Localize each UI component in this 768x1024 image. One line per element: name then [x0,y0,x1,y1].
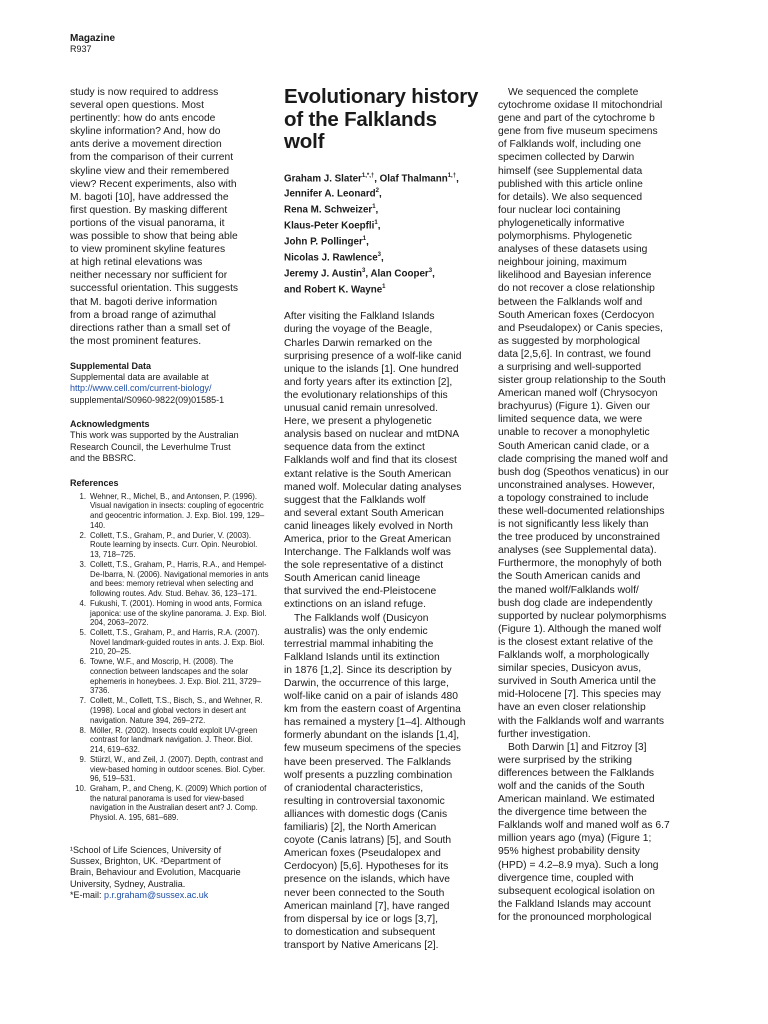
author-name: Rena M. Schweizer [284,204,373,216]
author-line [284,281,484,297]
text-line: analyses (see Supplemental data). [498,545,657,557]
reference-text: Collett, T.S., Graham, P., and Durier, V. (2003). Route learning by insects. Curr. Opin. Neurobiol. 13, 718–725. [90,530,258,559]
text-line: the evolutionary relationships of this [284,389,448,401]
text-line: sequence data from the extinct [284,442,425,454]
reference-text: Stürzl, W., and Zeil, J. (2007). Depth, contrast and view-based homing in outdoor scenes. Biol. Cyber. 96, 519–531. [90,754,266,784]
text-line: analysis based on nuclear and mtDNA [284,429,460,441]
author-line [284,265,484,281]
acknowledgments-line: This work was supported by the Australian [70,430,239,441]
author-list [284,170,484,297]
text-line: between the Falklands wolf and [498,296,643,308]
text-line: wolf-like canid on a pair of islands 480 [284,691,459,703]
text-line: analyses of these datasets using [498,244,648,256]
text-line: extinctions on an island refuge. [284,599,426,611]
text-line: surprising presence of a wolf-like canid [284,350,462,362]
text-line: data [2,5,6]. In contrast, we found [498,348,651,360]
text-line: differences between the Falklands [498,767,655,779]
text-line: coyote (Canis latrans) [5], and South [284,835,452,847]
text-line: cytochrome oxidase II mitochondrial [498,100,663,112]
text-line: similar species, Dusicyon avus, [498,663,642,675]
column-left [70,86,270,902]
author-affiliation-mark: 3 [377,251,382,258]
text-line: (HPD) = 4.2–8.9 mya). Such a long [498,859,659,871]
text-line: and Pseudalopex) or Canis species, [498,322,663,334]
text-line: M. bagoti [10], have addressed the [70,191,229,203]
reference-text: Wehner, R., Michel, B., and Antonsen, P. (1996). Visual navigation in insects: coupling of egocentric and geocentric information. J. Exp. Biol. 199, 129–140. [90,491,265,530]
reference-number: 3. [79,560,86,570]
text-line: directions rather than a small set of [70,322,231,334]
text-line: in 1876 [1,2]. Since its description by [284,664,452,676]
reference-item [70,657,270,695]
text-line: the divergence time between the [498,807,647,819]
text-line: of craniodental characteristics, [284,782,424,794]
author-name: Klaus-Peter Koepfli [284,220,375,232]
reference-text: Towne, W.F., and Moscrip, H. (2008). The connection between landscapes and the solar ephemeris in honeybees. J. Exp. Biol. 211, 3729–3736. [90,657,262,696]
running-header [70,34,115,54]
reference-item [70,755,270,784]
text-line: the Falkland Islands may account [498,898,651,910]
reference-number: 2. [79,530,86,540]
reference-number: 7. [79,696,86,706]
text-line: American foxes (Pseudalopex and [284,848,441,860]
reference-text: Collett, T.S., Graham, P., Harris, R.A., and Hempel-De-Ibarra, N. (2006). Navigational memories in ants and bees: memory retrieval when selecting and following routes. Adv. Stud. Behav. 36, 123–171. [90,560,269,598]
text-line: million years ago (mya) (Figure 1; [498,833,652,845]
author-name: , Alan Cooper [365,267,429,279]
text-line: neighbour joining, maximum [498,257,627,269]
article-body-continued [498,86,698,924]
reference-text: Fukushi, T. (2001). Homing in wood ants, Formica japonica: use of the skyline panorama. J. Exp. Biol. 204, 2063–2072. [90,598,267,628]
text-line: with the Falklands wolf and warrants [498,715,664,727]
author-name: , Olaf Thalmann [374,172,448,184]
reference-text: Graham, P., and Cheng, K. (2009) Which portion of the natural panorama is used for view-based navigation in the Australian desert ant? J. Comp. Physiol. A. 195, 681–689. [90,784,267,822]
page-number: R937 [70,44,92,54]
text-line: sister group relationship to the South [498,375,666,387]
text-line: clade comprising the maned wolf and [498,453,668,465]
text-line: wolf and the canids of the South [498,780,645,792]
text-line: familiaris) [2], the North American [284,822,437,834]
affiliation-line: Sussex, Brighton, UK. ²Department of [70,855,221,866]
title-line: wolf [284,130,325,153]
supplemental-text: Supplemental data are available at [70,371,209,382]
text-line: from the comparison of their current [70,152,234,164]
affiliation-line: ¹School of Life Sciences, University of [70,844,222,855]
author-name: , [456,172,459,184]
author-affiliation-mark: 1,*,† [361,172,375,179]
reference-number: 4. [79,598,86,608]
text-line: Cerdocyon) [5,6]. Hypotheses for its [284,861,449,873]
text-line: Falklands wolf and maned wolf as 6.7 [498,820,670,832]
text-line: Falklands wolf, a morphologically [498,650,650,662]
text-line: polymorphisms. Phylogenetic [498,231,632,243]
reference-item [70,696,270,725]
supplemental-heading: Supplemental Data [70,360,152,371]
text-line: unable to recover a monophyletic [498,427,650,439]
text-line: and forty years after its extinction [2], [284,376,453,388]
text-line: likelihood and Bayesian inference [498,270,652,282]
title-line: Evolutionary history [284,85,479,108]
text-line: a surprising and well-supported [498,361,642,373]
text-line: unique to the islands [1]. One hundred [284,363,459,375]
text-line: South American foxes (Cerdocyon [498,309,655,321]
text-line: skyline view and their remembered [70,165,230,177]
text-line: of Falklands wolf, including one [498,139,642,151]
text-line: After visiting the Falkland Islands [284,311,435,323]
email-link[interactable]: p.r.graham@sussex.ac.uk [104,890,209,901]
references-heading: References [70,477,119,488]
text-line: subsequent ecological isolation on [498,885,655,897]
author-name: , [378,188,382,200]
reference-number: 6. [79,657,86,667]
text-line: American mainland [7], have ranged [284,900,450,912]
reference-item [70,726,270,755]
text-line: wolf presents a puzzling combination [284,769,453,781]
reference-item [70,492,270,530]
author-affiliation-mark: 1 [362,235,367,242]
section-label: Magazine [70,33,116,44]
text-line: have an even closer relationship [498,702,646,714]
text-line: several open questions. Most [70,100,204,112]
author-name: , [377,220,381,232]
text-line: the tree produced by unconstrained [498,532,661,544]
text-line: presence on the islands, which have [284,874,450,886]
text-line: America, prior to the Great American [284,533,452,545]
reference-text: Collett, M., Collett, T.S., Bisch, S., and Wehner, R. (1998). Local and global vectors in desert ant navigation. Nature 394, 269–272. [90,696,263,725]
text-line: that survived the end-Pleistocene [284,586,437,598]
text-line: from dispersal by ice or logs [3,7], [284,913,438,925]
text-line: The Falklands wolf (Dusicyon [294,612,429,624]
email-line [70,890,270,901]
text-line: first question. By masking different [70,204,228,216]
text-line: bush dog clade are independently [498,597,653,609]
text-line: gene and part of the cytochrome b [498,113,655,125]
body-text [70,86,270,348]
author-affiliation-mark: 1 [382,283,386,290]
article-title [284,86,484,154]
acknowledgments-line: Research Council, the Leverhulme Trust [70,441,231,452]
text-line: brachyurus) (Figure 1). Given our [498,401,651,413]
text-line: formerly abundant on the islands [1,4], [284,730,460,742]
text-line: gene from five museum specimens [498,126,658,138]
affiliations [70,845,270,902]
text-line: South American canid lineage [284,573,421,585]
text-line: published with this article online [498,178,643,190]
text-line: 95% highest probability density [498,846,640,858]
reference-text: Collett, T.S., Graham, P., and Harris, R.A. (2007). Novel landmark-guided routes in ants. J. Exp. Biol. 210, 20–25. [90,628,265,657]
text-line: extant relative is the South American [284,468,452,480]
text-line: as suggested by morphological [498,335,640,347]
author-line [284,201,484,217]
text-line: do not recover a close relationship [498,283,655,295]
text-line: unusual canid remain unresolved. [284,403,438,415]
reference-number: 10. [75,784,86,794]
text-line: Falklands wolf and find that its closest [284,455,457,467]
author-affiliation-mark: 1 [372,204,376,211]
author-name: , [381,252,384,264]
author-affiliation-mark: 3 [428,267,433,274]
supplemental-link[interactable]: http://www.cell.com/current-biology/ [70,383,212,394]
text-line: himself (see Supplemental data [498,165,643,177]
text-line: to view prominent skyline features [70,244,226,256]
column-middle [284,86,484,952]
text-line: pertinently: how do ants encode [70,113,216,125]
reference-number: 8. [79,725,86,735]
text-line: mid-Holocene [7]. This species may [498,689,661,701]
text-line: portions of the visual panorama, it [70,217,225,229]
acknowledgments-text [70,430,270,465]
reference-number: 5. [79,628,86,638]
text-line: Interchange. The Falklands wolf was [284,547,451,559]
reference-item [70,599,270,628]
text-line: has remained a mystery [1–4]. Although [284,717,466,729]
reference-text: Möller, R. (2002). Insects could exploit UV-green contrast for landmark navigation. J. Theor. Biol. 214, 619–632. [90,725,258,754]
text-line: to domestication and subsequent [284,926,436,938]
text-line: maned wolf. Molecular dating analyses [284,481,462,493]
reference-number: 9. [79,754,86,764]
text-line: Here, we present a phylogenetic [284,416,432,428]
author-name: Graham J. Slater [284,172,362,184]
text-line: South American canid clade, or a [498,440,650,452]
text-line: canid lineages likely evolved in North [284,520,453,532]
text-line: resulting in controversial taxonomic [284,795,445,807]
text-line: supported by nuclear polymorphisms [498,610,667,622]
text-line: were surprised by the striking [498,754,632,766]
text-line: for the pronounced morphological [498,911,652,923]
text-line: (Figure 1). Although the maned wolf [498,623,662,635]
text-line: that M. bagoti derive information [70,296,218,308]
reference-item [70,784,270,822]
acknowledgments-line: and the BBSRC. [70,453,137,464]
author-name: Jennifer A. Leonard [284,188,376,200]
author-affiliation-mark: 1 [374,220,378,227]
text-line: further investigation. [498,728,591,740]
text-line: four nuclear loci containing [498,204,621,216]
text-line: American maned wolf (Chrysocyon [498,388,658,400]
text-line: survived in South America until the [498,676,656,688]
supplemental-link-cont: supplemental/S0960-9822(09)01585-1 [70,394,225,405]
text-line: phylogenetically informative [498,217,625,229]
author-name: Nicolas J. Rawlence [284,252,378,264]
text-line: Both Darwin [1] and Fitzroy [3] [508,741,647,753]
text-line: few museum specimens of the species [284,743,461,755]
author-affiliation-mark: 3 [362,267,366,274]
text-line: was possible to show that being able [70,231,238,243]
text-line: successful orientation. This suggests [70,283,239,295]
text-line: never been connected to the South [284,887,445,899]
acknowledgments-heading: Acknowledgments [70,419,150,430]
text-line: alliances with domestic dogs (Canis [284,808,448,820]
text-line: is not significantly less likely than [498,519,649,531]
author-line [284,249,484,265]
reference-number: 1. [79,491,86,501]
text-line: australis) was the only endemic [284,625,428,637]
text-line: the sole representative of a distinct [284,560,444,572]
text-line: suggest that the Falklands wolf [284,494,426,506]
text-line: a topology constrained to include [498,492,649,504]
text-line: transport by Native Americans [2]. [284,939,439,951]
text-line: bush dog (Speothos venaticus) in our [498,466,669,478]
text-line: study is now required to address [70,87,219,98]
email-label: *E-mail: [70,890,102,901]
supplemental-section [70,360,270,407]
affiliation-line: Brain, Behaviour and Evolution, Macquarie [70,867,241,878]
text-line: Charles Darwin remarked on the [284,337,433,349]
acknowledgments-section [70,418,270,465]
text-line: Falkland Islands until its extinction [284,651,440,663]
text-line: Darwin, the occurrence of this large, [284,678,449,689]
text-line: Furthermore, the monophyly of both [498,558,662,570]
author-line [284,170,484,186]
references-list [70,492,270,823]
author-line [284,233,484,249]
reference-item [70,628,270,657]
affiliation-text [70,845,270,891]
author-name: Jeremy J. Austin [284,267,363,279]
text-line: and several extant South American [284,507,444,519]
title-line: of the Falklands [284,107,437,131]
text-line: specimen collected by Darwin [498,152,635,164]
text-line: km from the eastern coast of Argentina [284,704,461,716]
reference-item [70,560,270,598]
text-line: is the closest extant relative of the [498,636,654,648]
text-line: during the voyage of the Beagle, [284,324,433,336]
text-line: the South American canids and [498,571,641,583]
text-line: American mainland. We estimated [498,794,655,806]
text-line: divergence time, coupled with [498,872,634,884]
affiliation-line: University, Sydney, Australia. [70,878,186,889]
text-line: We sequenced the complete [508,87,639,98]
author-affiliation-mark: 1,† [447,172,457,179]
text-line: the most prominent features. [70,335,202,347]
article-body [284,310,484,952]
text-line: for details). We also sequenced [498,191,643,203]
author-name: John P. Pollinger [284,236,363,248]
text-line: these well-documented relationships [498,506,665,517]
references-section [70,477,270,823]
author-name: and Robert K. Wayne [284,283,383,295]
text-line: at high retinal elevations was [70,257,203,269]
text-line: neither necessary nor sufficient for [70,270,228,282]
text-line: terrestrial mammal inhabiting the [284,638,434,650]
author-line [284,217,484,233]
author-name: , [432,267,435,279]
text-line: have been preserved. The Falklands [284,756,451,768]
text-line: view? Recent experiments, also with [70,178,237,190]
text-line: from a broad range of azimuthal [70,309,216,321]
text-line: limited sequence data, we were [498,414,643,426]
text-line: the maned wolf/Falklands wolf/ [498,584,639,596]
author-name: , [375,204,379,216]
author-name: , [366,236,369,248]
text-line: skyline information? And, how do [70,126,221,138]
author-affiliation-mark: 2 [375,188,379,195]
author-line [284,185,484,201]
column-right [498,86,698,924]
reference-item [70,531,270,560]
text-line: ants derive a movement direction [70,139,222,151]
text-line: unconstrained analyses. However, [498,479,655,491]
